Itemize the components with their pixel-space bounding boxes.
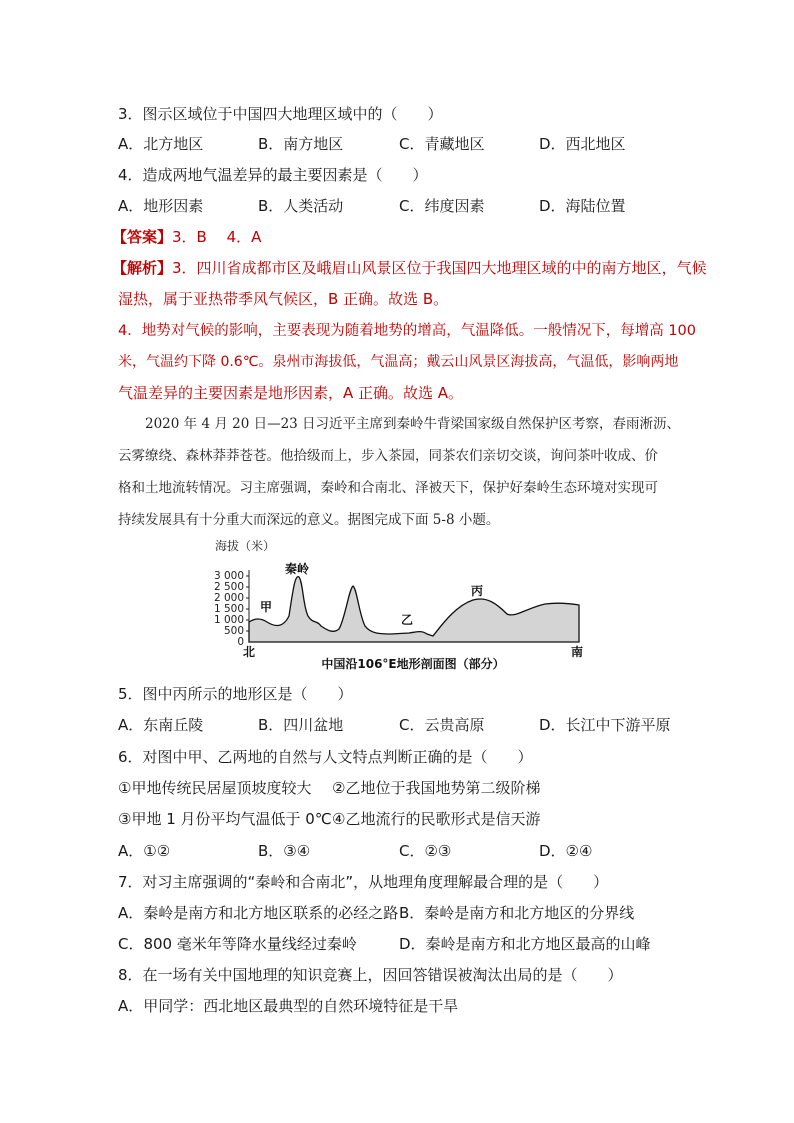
q6-option-a: A．①② bbox=[118, 842, 171, 860]
q6-statement-2: ②乙地位于我国地势第二级阶梯 bbox=[332, 779, 541, 797]
question-4-stem: 4．造成两地气温差异的最主要因素是（ ） bbox=[118, 166, 428, 184]
y-tick-2500: 2 500 bbox=[213, 581, 244, 593]
y-tick-3000: 3 000 bbox=[213, 570, 244, 582]
label-qinling: 秦岭 bbox=[285, 562, 310, 576]
question-3-options bbox=[118, 134, 678, 154]
figure-caption: 中国沿106°E地形剖面图（部分） bbox=[321, 657, 505, 671]
passage-line-4: 持续发展具有十分重大而深远的意义。据图完成下面 5-8 小题。 bbox=[118, 512, 500, 528]
q4-option-c: C．纬度因素 bbox=[399, 197, 485, 215]
analysis-label: 【解析】 bbox=[112, 259, 173, 277]
q5-option-b: B．四川盆地 bbox=[258, 716, 344, 734]
question-6-options bbox=[118, 841, 678, 861]
question-7-stem: 7．对习主席强调的“秦岭和合南北”，从地理角度理解最合理的是（ ） bbox=[118, 873, 609, 891]
q6-statement-3: ③甲地 1 月份平均气温低于 0℃ bbox=[118, 810, 332, 828]
y-ticks bbox=[214, 570, 249, 648]
y-tick-1000: 1 000 bbox=[213, 614, 244, 626]
question-7-options-row-1 bbox=[118, 903, 678, 923]
y-axis-label: 海拔（米） bbox=[215, 539, 276, 553]
question-8-stem: 8．在一场有关中国地理的知识竞赛上，因回答错误被淘汰出局的是（ ） bbox=[118, 966, 623, 984]
analysis-line-3: 4．地势对气候的影响，主要表现为随着地势的增高，气温降低。一般情况下，每增高 100 bbox=[118, 323, 697, 339]
analysis-line-4: 米，气温约下降 0.6℃。泉州市海拔低，气温高；戴云山风景区海拔高，气温低，影响两地 bbox=[118, 354, 679, 370]
question-4-options bbox=[118, 196, 678, 216]
q3-option-a: A．北方地区 bbox=[118, 135, 204, 153]
question-6-statements-2 bbox=[118, 809, 678, 829]
q7-option-a: A．秦岭是南方和北方地区联系的必经之路 bbox=[118, 904, 399, 922]
q8-option-a: A．甲同学：西北地区最典型的自然环境特征是干旱 bbox=[118, 997, 459, 1015]
passage-line-3: 格和土地流转情况。习主席强调，秦岭和合南北、泽被天下，保护好秦岭生态环境对实现可 bbox=[118, 480, 658, 496]
question-7-options-row-2 bbox=[118, 934, 678, 954]
analysis-line-5: 气温差异的主要因素是地形因素，A 正确。故选 A。 bbox=[118, 384, 464, 402]
q4-option-b: B．人类活动 bbox=[258, 197, 344, 215]
y-tick-500: 500 bbox=[223, 625, 244, 637]
q3-option-c: C．青藏地区 bbox=[399, 135, 485, 153]
label-bing: 丙 bbox=[471, 584, 484, 598]
answer-label: 【答案】 bbox=[112, 228, 173, 246]
q7-option-c: C．800 毫米年等降水量线经过秦岭 bbox=[118, 935, 357, 953]
q6-option-d: D．②④ bbox=[539, 842, 593, 860]
q6-statement-4: ④乙地流行的民歌形式是信天游 bbox=[332, 810, 541, 828]
q6-option-c: C．②③ bbox=[399, 842, 452, 860]
y-tick-1500: 1 500 bbox=[213, 603, 244, 615]
question-5-options bbox=[118, 715, 678, 735]
passage-line-2: 云雾缭绕、森林莽莽苍苍。他拾级而上，步入茶园，同茶农们亲切交谈，询问茶叶收成、价 bbox=[118, 448, 658, 464]
q3-option-b: B．南方地区 bbox=[258, 135, 344, 153]
question-6-statements-1 bbox=[118, 778, 678, 798]
label-jia: 甲 bbox=[260, 600, 273, 614]
q6-option-b: B．③④ bbox=[258, 842, 311, 860]
answer-text: 3．B 4．A bbox=[172, 228, 262, 246]
terrain-profile bbox=[249, 577, 579, 642]
x-label-north: 北 bbox=[243, 645, 256, 659]
q3-option-d: D．西北地区 bbox=[539, 135, 626, 153]
analysis-line-1 bbox=[112, 258, 707, 278]
question-3-stem: 3．图示区域位于中国四大地理区域中的（ ） bbox=[118, 105, 443, 123]
q5-option-a: A．东南丘陵 bbox=[118, 716, 204, 734]
y-tick-0: 0 bbox=[237, 636, 244, 648]
terrain-profile-figure bbox=[205, 534, 595, 674]
q4-option-d: D．海陆位置 bbox=[539, 197, 626, 215]
q7-option-b: B．秦岭是南方和北方地区的分界线 bbox=[399, 904, 635, 922]
answer-line bbox=[112, 227, 261, 247]
analysis-line-2: 湿热，属于亚热带季风气候区，B 正确。故选 B。 bbox=[118, 290, 449, 308]
label-yi: 乙 bbox=[401, 613, 414, 627]
analysis-text-1: 3．四川省成都市区及峨眉山风景区位于我国四大地理区域的中的南方地区，气候 bbox=[172, 259, 707, 277]
x-label-south: 南 bbox=[571, 645, 584, 659]
q5-option-d: D．长江中下游平原 bbox=[539, 716, 671, 734]
q4-option-a: A．地形因素 bbox=[118, 197, 204, 215]
q6-statement-1: ①甲地传统民居屋顶坡度较大 bbox=[118, 779, 312, 797]
y-tick-2000: 2 000 bbox=[213, 592, 244, 604]
passage-line-1: 2020 年 4 月 20 日—23 日习近平主席到秦岭牛背梁国家级自然保护区考察，春雨淅沥、 bbox=[145, 416, 681, 432]
question-5-stem: 5．图中丙所示的地形区是（ ） bbox=[118, 685, 353, 703]
q7-option-d: D．秦岭是南方和北方地区最高的山峰 bbox=[399, 935, 651, 953]
q5-option-c: C．云贵高原 bbox=[399, 716, 485, 734]
question-6-stem: 6．对图中甲、乙两地的自然与人文特点判断正确的是（ ） bbox=[118, 748, 533, 766]
